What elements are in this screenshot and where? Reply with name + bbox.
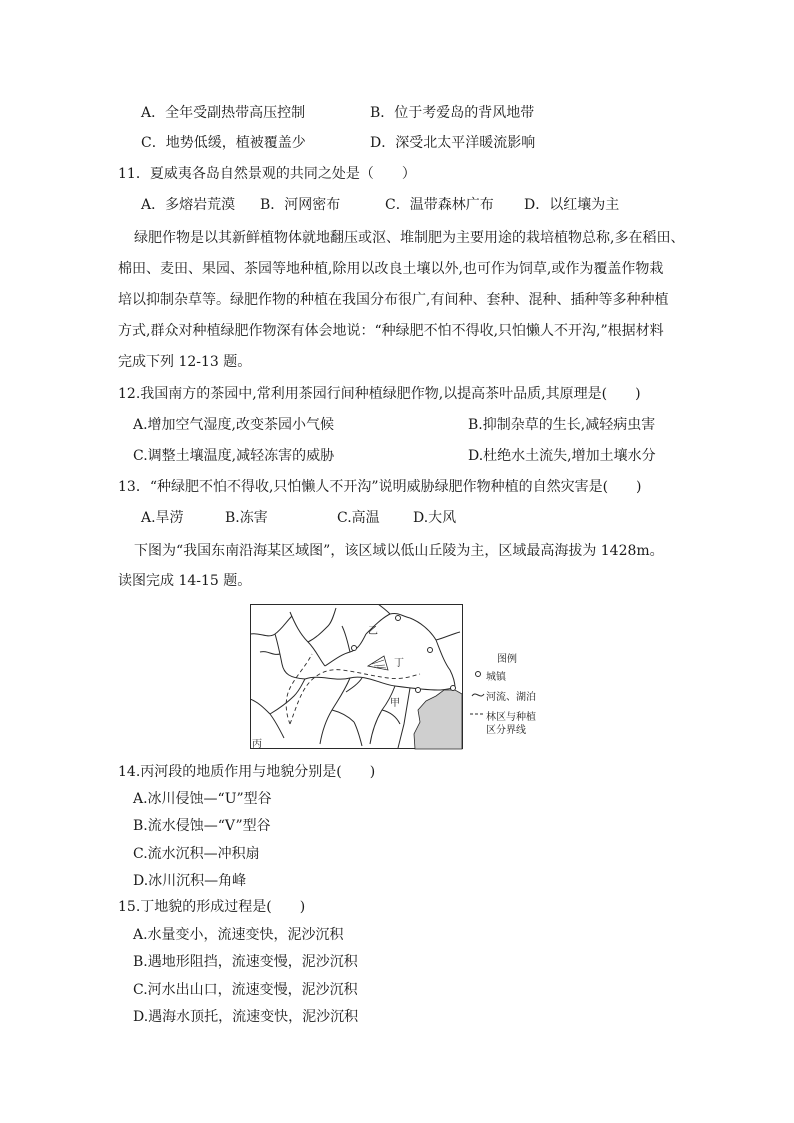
town-marker: [396, 616, 401, 621]
q13-option-d: D.大风: [413, 510, 457, 526]
q14-option-c: C.流水沉积—冲积扇: [133, 846, 260, 862]
q10-option-b: B．位于考爱岛的背风地带: [370, 105, 535, 121]
passage2-line: 读图完成 14-15 题。: [118, 573, 252, 589]
legend-river-icon: [472, 694, 484, 696]
map-label-ding: 丁: [394, 658, 404, 669]
q12-option-a: A.增加空气湿度,改变茶园小气候: [133, 417, 335, 433]
q11-stem: 11．夏威夷各岛自然景观的共同之处是（ ）: [118, 166, 416, 182]
q10-option-a: A．全年受副热带高压控制: [141, 105, 306, 121]
passage1-line: 绿肥作物是以其新鲜植物体就地翻压或沤、堆制肥为主要用途的栽培植物总称,多在稻田、: [134, 230, 685, 246]
map-label-jia: 甲: [390, 698, 400, 709]
q15-option-a: A.水量变小，流速变快，泥沙沉积: [133, 927, 344, 943]
q12-stem: 12.我国南方的茶园中,常利用茶园行间种植绿肥作物,以提高茶叶品质,其原理是( ): [118, 386, 641, 402]
q15-option-c: C.河水出山口，流速变慢，泥沙沉积: [133, 982, 358, 998]
town-marker: [451, 686, 456, 691]
q15-stem: 15.丁地貌的形成过程是( ): [118, 899, 306, 915]
q12-option-b: B.抑制杂草的生长,减轻病虫害: [468, 417, 656, 433]
q13-option-b: B.冻害: [225, 510, 268, 526]
town-marker: [428, 648, 433, 653]
q11-option-b: B．河网密布: [260, 197, 341, 213]
q14-option-d: D.冰川沉积—角峰: [133, 873, 247, 889]
map-label-yi: 乙: [368, 626, 378, 637]
q13-option-a: A.旱涝: [141, 510, 184, 526]
q13-stem: 13．“种绿肥不怕不得收,只怕懒人不开沟”说明威胁绿肥作物种植的自然灾害是( ): [118, 479, 642, 495]
passage2-line: 下图为“我国东南沿海某区域图”，该区域以低山丘陵为主，区域最高海拔为 1428m。: [134, 543, 664, 559]
passage1-line: 棉田、麦田、果园、茶园等地种植,除用以改良土壤以外,也可作为饲草,或作为覆盖作物栽: [118, 261, 664, 277]
q11-option-a: A．多熔岩荒漠: [141, 197, 236, 213]
map-label-bing: 丙: [252, 739, 262, 750]
legend-town-label: 城镇: [486, 672, 506, 683]
q10-option-c: C．地势低缓，植被覆盖少: [141, 135, 306, 151]
passage1-line: 培以抑制杂草等。绿肥作物的种植在我国分布很广,有间种、套种、混种、插种等多种种植: [118, 292, 669, 308]
town-marker: [416, 688, 421, 693]
legend-river-label: 河流、湖泊: [486, 692, 536, 703]
q11-option-d: D．以红壤为主: [524, 197, 620, 213]
q15-option-d: D.遇海水顶托，流速变快，泥沙沉积: [133, 1009, 359, 1025]
passage1-line: 方式,群众对种植绿肥作物深有体会地说：“种绿肥不怕不得收,只怕懒人不开沟,”根据材料: [118, 323, 664, 339]
legend-town-icon: [476, 672, 481, 677]
legend-boundary-label: 区分界线: [486, 725, 526, 736]
q12-option-c: C.调整土壤温度,减轻冻害的威胁: [133, 448, 335, 464]
q15-option-b: B.遇地形阻挡，流速变慢，泥沙沉积: [133, 954, 358, 970]
legend-boundary-label: 林区与种植: [486, 712, 536, 723]
q12-option-d: D.杜绝水土流失,增加土壤水分: [468, 448, 656, 464]
q13-option-c: C.高温: [337, 510, 380, 526]
q14-option-b: B.流水侵蚀—“V”型谷: [133, 818, 271, 834]
q14-stem: 14.丙河段的地质作用与地貌分别是( ): [118, 764, 376, 780]
q11-option-c: C．温带森林广布: [385, 197, 494, 213]
region-map-figure: [250, 604, 550, 750]
town-marker: [352, 646, 357, 651]
q14-option-a: A.冰川侵蚀—“U”型谷: [133, 791, 272, 807]
q10-option-d: D．深受北太平洋暖流影响: [370, 135, 536, 151]
legend-title: 图例: [497, 654, 517, 665]
passage1-line: 完成下列 12-13 题。: [118, 354, 252, 370]
